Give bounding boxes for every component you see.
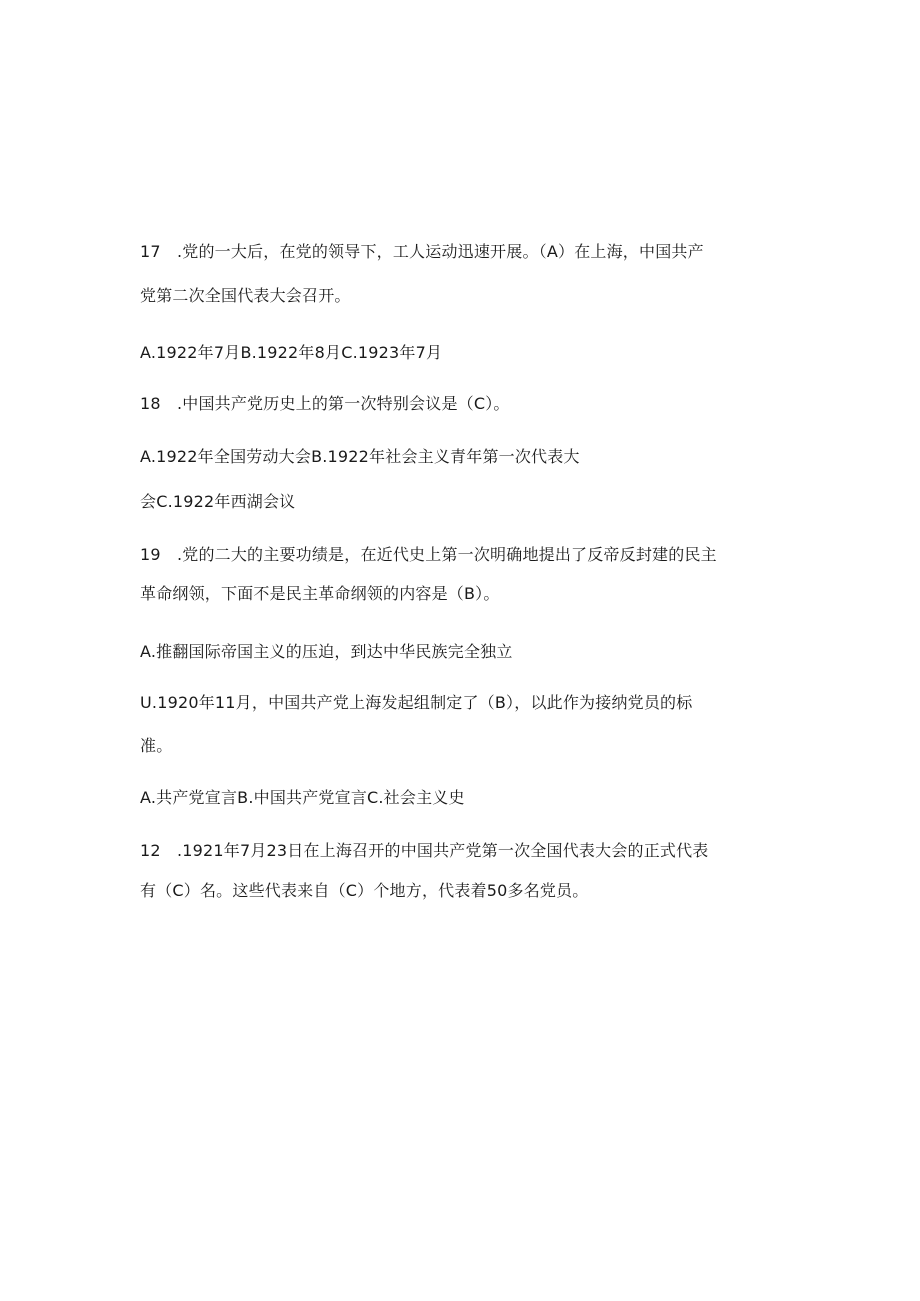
question-19-text: 19 .党的二大的主要功绩是，在近代史上第一次明确地提出了反帝反封建的民主 xyxy=(140,545,717,564)
question-17-text: 17 .党的一大后，在党的领导下，工人运动迅速开展。（A）在上海，中国共产 xyxy=(140,242,704,261)
question-18-text: 18 .中国共产党历史上的第一次特别会议是（C）。 xyxy=(140,394,510,413)
question-18-options: A.1922年全国劳动大会B.1922年社会主义青年第一次代表大 xyxy=(140,447,580,466)
question-u-text-cont: 准。 xyxy=(140,736,173,755)
question-12-text-cont: 有（C）名。这些代表来自（C）个地方，代表着50多名党员。 xyxy=(140,881,589,900)
question-17-options: A.1922年7月B.1922年8月C.1923年7月 xyxy=(140,343,443,362)
question-19-option-a: A.推翻国际帝国主义的压迫，到达中华民族完全独立 xyxy=(140,642,513,661)
question-12-text: 12 .1921年7月23日在上海召开的中国共产党第一次全国代表大会的正式代表 xyxy=(140,841,709,860)
question-u-text: U.1920年11月，中国共产党上海发起组制定了（B），以此作为接纳党员的标 xyxy=(140,693,693,712)
question-17-text-cont: 党第二次全国代表大会召开。 xyxy=(140,286,351,305)
question-u-options: A.共产党宣言B.中国共产党宣言C.社会主义史 xyxy=(140,788,465,807)
question-19-text-cont: 革命纲领，下面不是民主革命纲领的内容是（B）。 xyxy=(140,584,500,603)
question-18-options-cont: 会C.1922年西湖会议 xyxy=(140,492,296,511)
